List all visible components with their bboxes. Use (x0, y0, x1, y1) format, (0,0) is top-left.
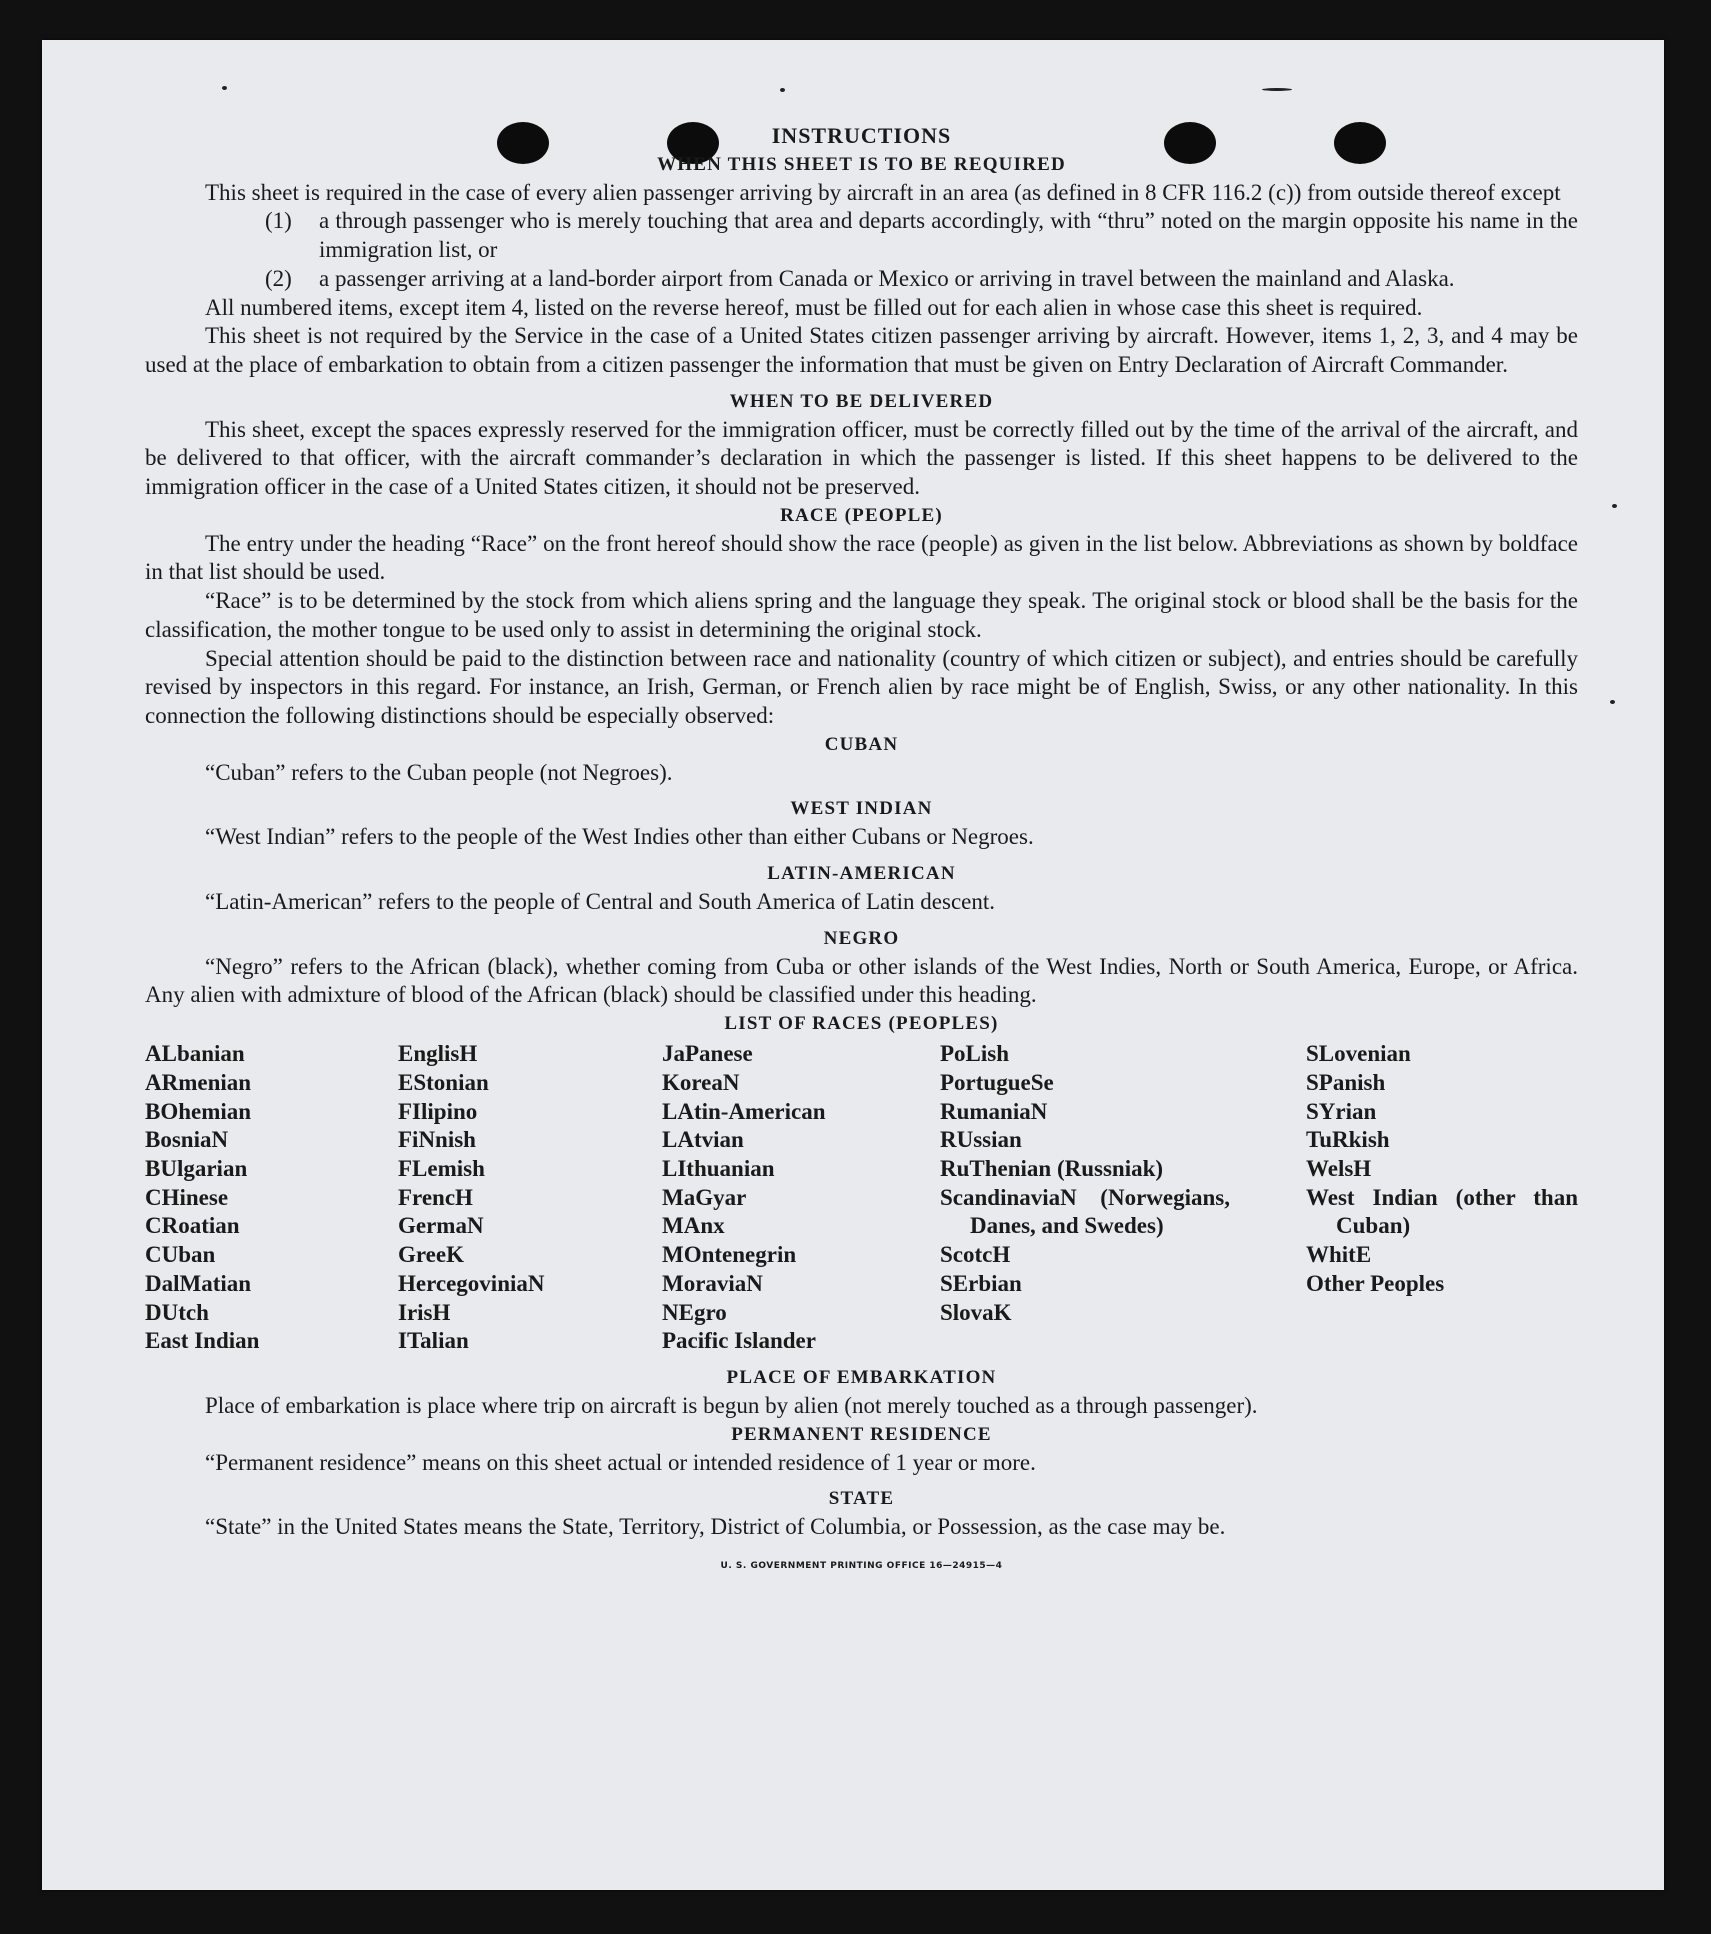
races-column-1 (145, 1040, 398, 1356)
race-item: MoraviaN (662, 1270, 763, 1296)
races-column-2 (398, 1040, 662, 1356)
race-item: DUtch (145, 1299, 209, 1325)
races-column-5 (1306, 1040, 1578, 1356)
race-item: FrencH (398, 1184, 473, 1210)
race-item: RumaniaN (940, 1098, 1048, 1124)
race-item: HercegoviniaN (398, 1270, 545, 1296)
state-paragraph: “State” in the United States means the State, Territory, District of Columbia, or Possession, as the case may be. (205, 1514, 1226, 1540)
speck (780, 88, 785, 92)
race-paragraph-1: The entry under the heading “Race” on the front hereof should show the race (people) as given in the list below. Abbreviations as shown by boldface in that list should be used. (145, 530, 1578, 585)
race-item: RuThenian (Russniak) (940, 1155, 1164, 1181)
race-item: WhitE (1306, 1242, 1372, 1268)
race-item: LAtin-American (662, 1098, 826, 1124)
speck (1610, 700, 1615, 704)
race-item: RUssian (940, 1127, 1022, 1153)
section-heading-latin-american: LATIN-AMERICAN (767, 863, 956, 885)
embarkation-paragraph: Place of embarkation is place where trip on aircraft is begun by alien (not merely touched as a through passenger). (205, 1392, 1258, 1418)
race-item: SErbian (940, 1270, 1022, 1296)
races-column-4 (940, 1040, 1230, 1356)
race-item: PoLish (940, 1041, 1010, 1067)
race-item: NEgro (662, 1299, 727, 1325)
section-heading-permanent-residence: PERMANENT RESIDENCE (731, 1423, 992, 1445)
race-item: GermaN (398, 1213, 484, 1239)
item-text: a passenger arriving at a land-border airport from Canada or Mexico or arriving in travel between the mainland and Alaska. (319, 265, 1455, 291)
race-item: EnglisH (398, 1041, 478, 1067)
race-item: JaPanese (662, 1041, 753, 1067)
race-item: CHinese (145, 1184, 229, 1210)
numbered-items-paragraph: All numbered items, except item 4, listed on the reverse hereof, must be filled out for each alien in whose case this sheet is required. (205, 294, 1423, 320)
race-item: CRoatian (145, 1213, 240, 1239)
race-item: ARmenian (145, 1069, 252, 1095)
exception-item (145, 265, 1578, 294)
west-indian-paragraph: “West Indian” refers to the people of the West Indies other than either Cubans or Negroes. (205, 824, 1034, 850)
item-text: a through passenger who is merely touching that area and departs accordingly, with “thru” noted on the margin opposite his name in the immigration list, or (319, 208, 1578, 263)
speck (1612, 504, 1617, 508)
residence-paragraph: “Permanent residence” means on this sheet actual or intended residence of 1 year or more. (205, 1449, 1036, 1475)
delivery-paragraph: This sheet, except the spaces expressly reserved for the immigration officer, must be correctly filled out by the time of the arrival of the aircraft, and be delivered to that officer, with the aircraft commander’s declaration in which the passenger is listed. If this sheet happens to be delivered to the immigration officer in the case of a United States citizen, it should not be preserved. (145, 416, 1578, 500)
race-item: East Indian (145, 1328, 260, 1354)
race-item: Other Peoples (1306, 1270, 1445, 1296)
speck (222, 86, 227, 90)
section-heading-when-required: WHEN THIS SHEET IS TO BE REQUIRED (657, 153, 1066, 175)
race-paragraph-3: Special attention should be paid to the distinction between race and nationality (country of which citizen or subject), and entries should be carefully revised by inspectors in this regard. For instance, an Irish, German, or French alien by race might be of English, Swiss, or any other nationality. In this connection the following distinctions should be especially observed: (145, 645, 1578, 728)
citizen-paragraph: This sheet is not required by the Service in the case of a United States citizen passenger arriving by aircraft. However, items 1, 2, 3, and 4 may be used at the place of embarkation to obtain from a citizen passenger the information that must be given on Entry Declaration of Aircraft Commander. (145, 323, 1578, 377)
races-column-3 (662, 1040, 940, 1356)
race-item: LIthuanian (662, 1155, 775, 1181)
printer-imprint: U. S. GOVERNMENT PRINTING OFFICE 16—24915—4 (720, 1561, 1003, 1572)
race-item: SLovenian (1306, 1041, 1411, 1067)
race-item: MaGyar (662, 1184, 747, 1210)
page-title: INSTRUCTIONS (771, 123, 952, 148)
section-heading-when-delivered: WHEN TO BE DELIVERED (729, 390, 994, 412)
race-item: TuRkish (1306, 1127, 1390, 1153)
race-item: IrisH (398, 1299, 451, 1325)
race-item: KoreaN (662, 1069, 740, 1095)
negro-paragraph: “Negro” refers to the African (black), whether coming from Cuba or other islands of the West Indies, North or South America, Europe, or Africa. Any alien with admixture of blood of the African (black) should be classified under this heading. (145, 953, 1578, 1008)
required-intro: This sheet is required in the case of every alien passenger arriving by aircraft in an area (as defined in 8 CFR 116.2 (c)) from outside thereof except (205, 179, 1561, 205)
race-paragraph-2: “Race” is to be determined by the stock from which aliens spring and the language they speak. The original stock or blood shall be the basis for the classification, the mother tongue to be used only to assist in determining the original stock. (145, 588, 1578, 642)
race-item: SlovaK (940, 1299, 1012, 1325)
race-item: CUban (145, 1242, 216, 1268)
section-heading-negro: NEGRO (823, 927, 900, 949)
race-item: SPanish (1306, 1069, 1386, 1095)
race-item: ScotcH (940, 1242, 1011, 1268)
race-item: MAnx (662, 1213, 725, 1239)
section-heading-embarkation: PLACE OF EMBARKATION (726, 1366, 997, 1388)
race-item: SYrian (1306, 1098, 1377, 1124)
section-heading-race: RACE (PEOPLE) (780, 504, 943, 526)
race-item: EStonian (398, 1069, 489, 1095)
race-item: BOhemian (145, 1098, 252, 1124)
race-item: FiNnish (398, 1127, 476, 1153)
section-heading-state: STATE (828, 1488, 895, 1510)
cuban-paragraph: “Cuban” refers to the Cuban people (not Negroes). (205, 759, 673, 785)
instructions-content (145, 122, 1578, 1581)
item-number: (1) (265, 208, 292, 234)
item-number: (2) (265, 265, 292, 291)
race-item: Pacific Islander (662, 1328, 816, 1354)
speck (1262, 88, 1292, 91)
latin-american-paragraph: “Latin-American” refers to the people of Central and South America of Latin descent. (205, 889, 995, 915)
race-item: FIlipino (398, 1098, 478, 1124)
race-item: DalMatian (145, 1270, 252, 1296)
race-item: West Indian (other than Cuban) (1306, 1184, 1578, 1239)
section-heading-west-indian: WEST INDIAN (790, 798, 933, 820)
race-item: ScandinaviaN (Norwegians, Danes, and Swedes) (940, 1184, 1230, 1239)
race-item: FLemish (398, 1155, 485, 1181)
race-item: BUlgarian (145, 1155, 248, 1181)
race-item: ITalian (398, 1328, 469, 1354)
race-item: BosniaN (145, 1127, 229, 1153)
section-heading-list-of-races: LIST OF RACES (PEOPLES) (724, 1013, 999, 1035)
races-list (145, 1040, 1578, 1356)
race-item: MOntenegrin (662, 1242, 797, 1268)
race-item: GreeK (398, 1242, 464, 1268)
race-item: WelsH (1306, 1155, 1372, 1181)
race-item: PortugueSe (940, 1069, 1054, 1095)
race-item: LAtvian (662, 1127, 744, 1153)
race-item: ALbanian (145, 1041, 245, 1067)
exception-item (145, 207, 1578, 264)
section-heading-cuban: CUBAN (824, 733, 899, 755)
